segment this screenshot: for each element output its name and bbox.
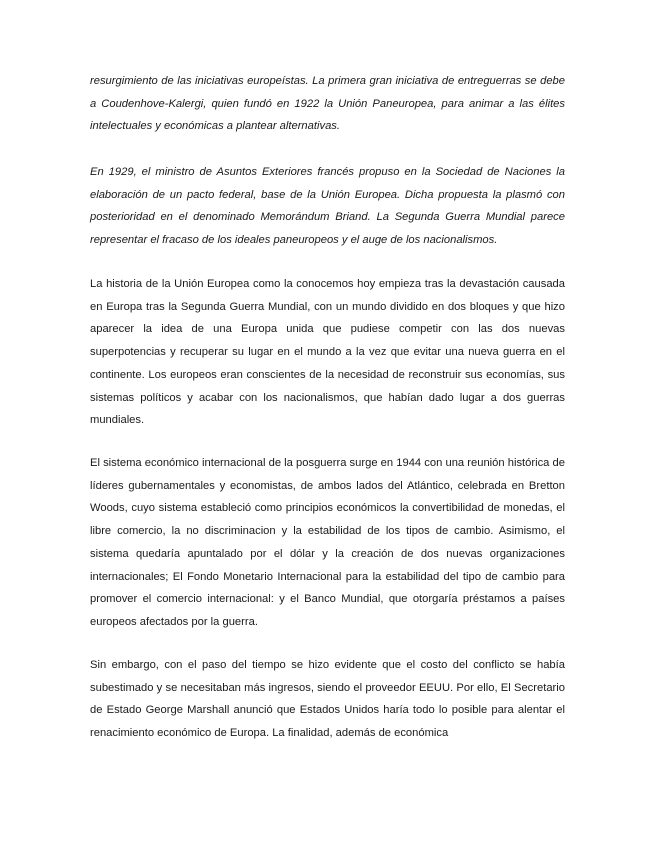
paragraph-eu-history: La historia de la Unión Europea como la conocemos hoy empieza tras la devastación causada en Europa tras la Segunda Guerra Mundial, con un mundo dividido en dos bloques y que hizo aparecer la idea de una Europa unida que pudiese competir con las dos nuevas superpotencias y recuperar su lugar en el mundo a la vez que evitar una nueva guerra en el continente. Los europeos eran conscientes de la necesidad de reconstruir sus economías, sus sistemas políticos y acabar con los nacionalismos, que habían dado lugar a dos guerras mundiales. — [90, 278, 565, 427]
paragraph-bretton-woods: El sistema económico internacional de la posguerra surge en 1944 con una reunión histórica de líderes gubernamentales y economistas, de ambos lados del Atlántico, celebrada en Bretton Woods, cuyo sistema estableció como principios económicos la convertibilidad de monedas, el libre comercio, la no discriminacion y la estabilidad de los tipos de cambio. Asimismo, el sistema quedaría apuntalado por el dólar y la creación de dos nuevas organizaciones internacionales; El Fondo Monetario Internacional para la estabilidad del tipo de cambio para promover el comercio internacional: y el Banco Mundial, que otorgaría préstamos a países europeos afectados por la guerra. — [90, 457, 565, 628]
paragraph-marshall-plan: Sin embargo, con el paso del tiempo se hizo evidente que el costo del conflicto se había subestimado y se necesitaban más ingresos, siendo el proveedor EEUU. Por ello, El Secretario de Estado George Marshall anunció que Estados Unidos haría todo lo posible para alentar el renacimiento económico de Europa. La finalidad, además de económica — [90, 659, 565, 740]
paragraph-briand-memorandum: En 1929, el ministro de Asuntos Exteriores francés propuso en la Sociedad de Naciones la elaboración de un pacto federal, base de la Unión Europea. Dicha propuesta la plasmó con posterioridad en el denominado Memorándum Briand. La Segunda Guerra Mundial parece representar el fracaso de los ideales paneuropeos y el auge de los nacionalismos. — [90, 166, 565, 247]
paragraph-paneuropean-initiatives: resurgimiento de las iniciativas europeístas. La primera gran iniciativa de entreguerras se debe a Coudenhove-Kalergi, quien fundó en 1922 la Unión Paneuropea, para animar a las élites intelectuales y económicas a plantear alternativas. — [90, 75, 565, 133]
